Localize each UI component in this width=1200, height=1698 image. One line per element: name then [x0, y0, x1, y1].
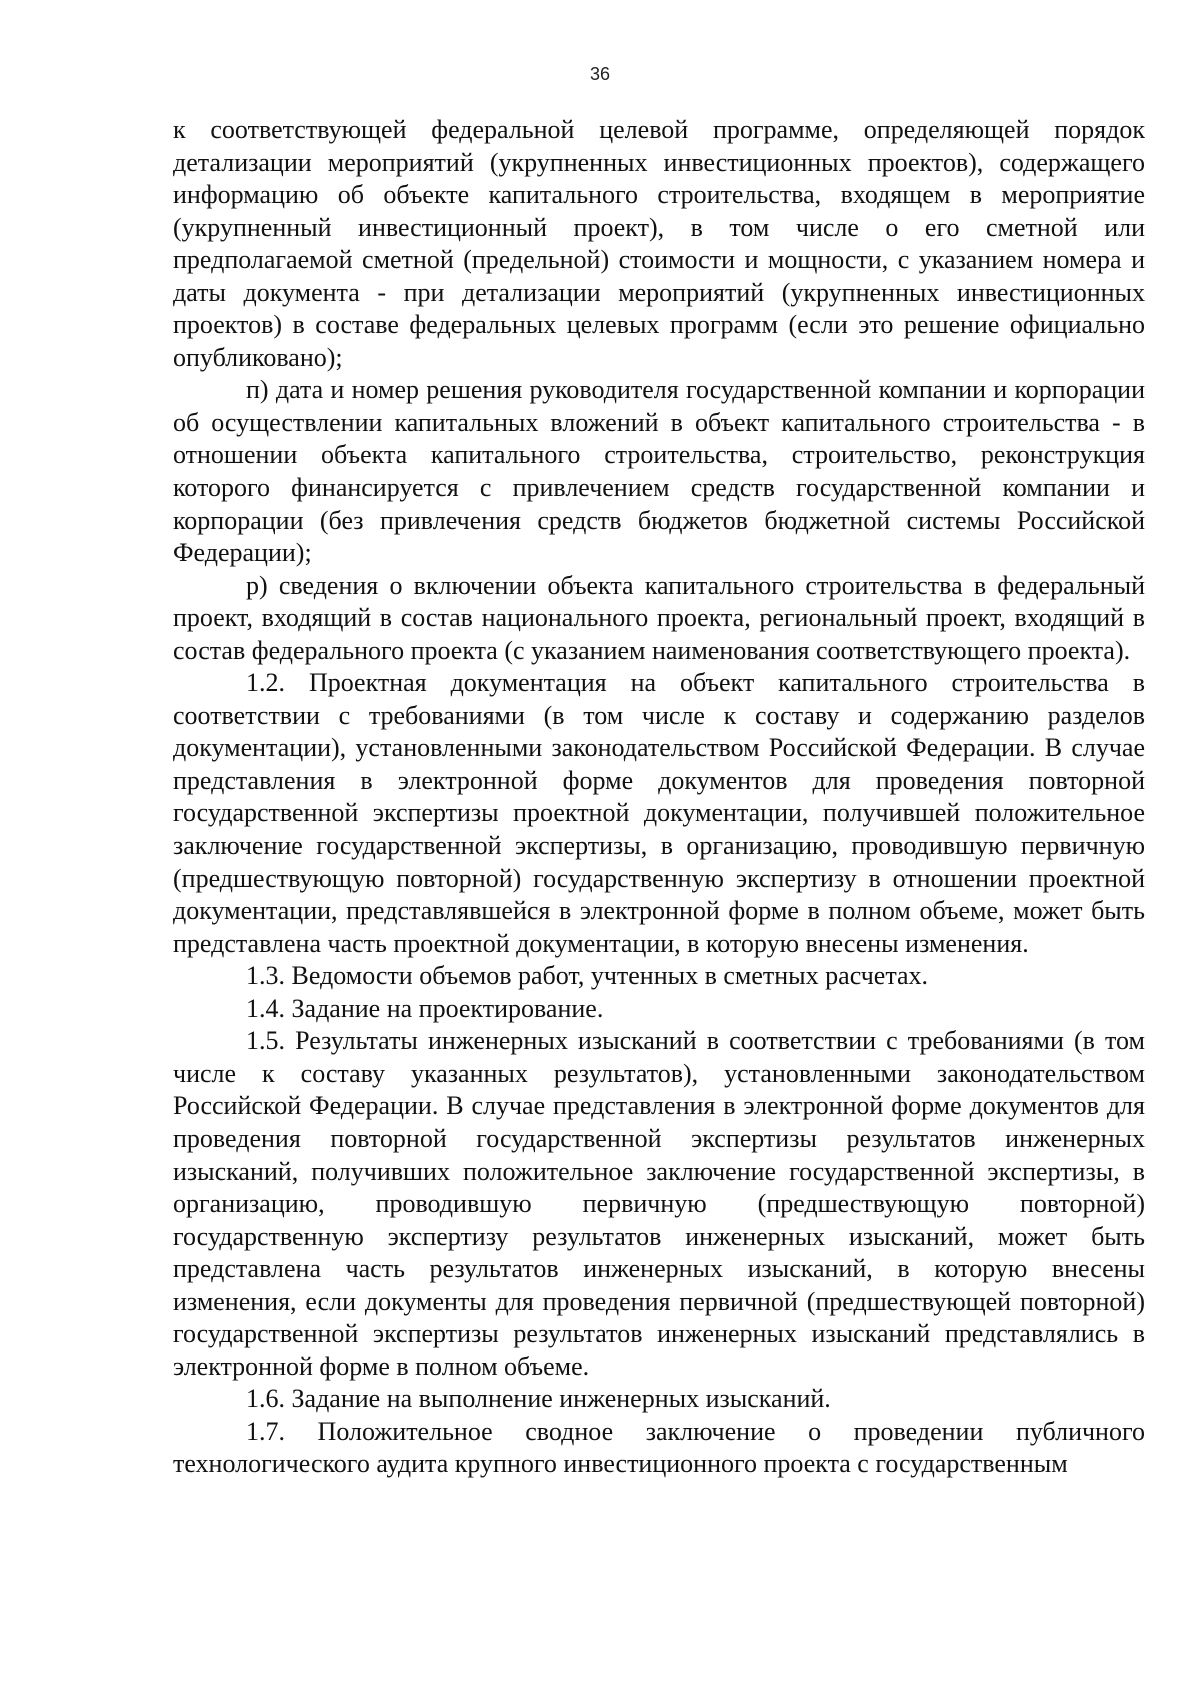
paragraph-1-6: 1.6. Задание на выполнение инженерных изысканий.: [246, 1384, 831, 1414]
paragraph-1-7: 1.7. Положительное сводное заключение о проведении публичного технологического аудита крупного инвестиционного проекта с государственным: [173, 1416, 1145, 1479]
paragraph-1-3: 1.3. Ведомости объемов работ, учтенных в сметных расчетах.: [246, 961, 929, 991]
paragraph-item-r: р) сведения о включении объекта капитального строительства в федеральный проект, входящий в состав национального проекта, региональный проект, входящий в состав федерального проекта (с указанием наименования соответствующего проекта).: [173, 570, 1145, 665]
page-number: 36: [589, 64, 611, 84]
paragraph-continuation: к соответствующей федеральной целевой программе, определяющей порядок детализации мероприятий (укрупненных инвестиционных проектов), содержащего информацию об объекте капитального строительства, входящем в мероприятие (укрупненный инвестиционный проект), в том числе о его сметной или предполагаемой сметной (предельной) стоимости и мощности, с указанием номера и даты документа - при детализации мероприятий (укрупненных инвестиционных проектов) в составе федеральных целевых программ (если это решение официально опубликовано);: [173, 115, 1145, 372]
paragraph-1-2: 1.2. Проектная документация на объект капитального строительства в соответствии с требованиями (в том числе к составу и содержанию разделов документации), установленными законодательством Российской Федерации. В случае представления в электронной форме документов для проведения повторной государственной экспертизы проектной документации, получившей положительное заключение государственной экспертизы, в организацию, проводившую первичную (предшествующую повторной) государственную экспертизу в отношении проектной документации, представлявшейся в электронной форме в полном объеме, может быть представлена часть проектной документации, в которую внесены изменения.: [173, 668, 1145, 958]
paragraph-1-5: 1.5. Результаты инженерных изысканий в соответствии с требованиями (в том числе к составу указанных результатов), установленными законодательством Российской Федерации. В случае представления в электронной форме документов для проведения повторной государственной экспертизы результатов инженерных изысканий, получивших положительное заключение государственной экспертизы, в организацию, проводившую первичную (предшествующую повторной) государственную экспертизу результатов инженерных изысканий, может быть представлена часть результатов инженерных изысканий, в которую внесены изменения, если документы для проведения первичной (предшествующей повторной) государственной экспертизы результатов инженерных изысканий представлялись в электронной форме в полном объеме.: [173, 1026, 1145, 1381]
paragraph-1-4: 1.4. Задание на проектирование.: [246, 993, 604, 1023]
paragraph-item-p: п) дата и номер решения руководителя государственной компании и корпорации об осуществлении капитальных вложений в объект капитального строительства - в отношении объекта капитального строительства, строительство, реконструкция которого финансируется с привлечением средств государственной компании и корпорации (без привлечения средств бюджетов бюджетной системы Российской Федерации);: [173, 375, 1145, 568]
document-body: [173, 114, 1145, 1481]
